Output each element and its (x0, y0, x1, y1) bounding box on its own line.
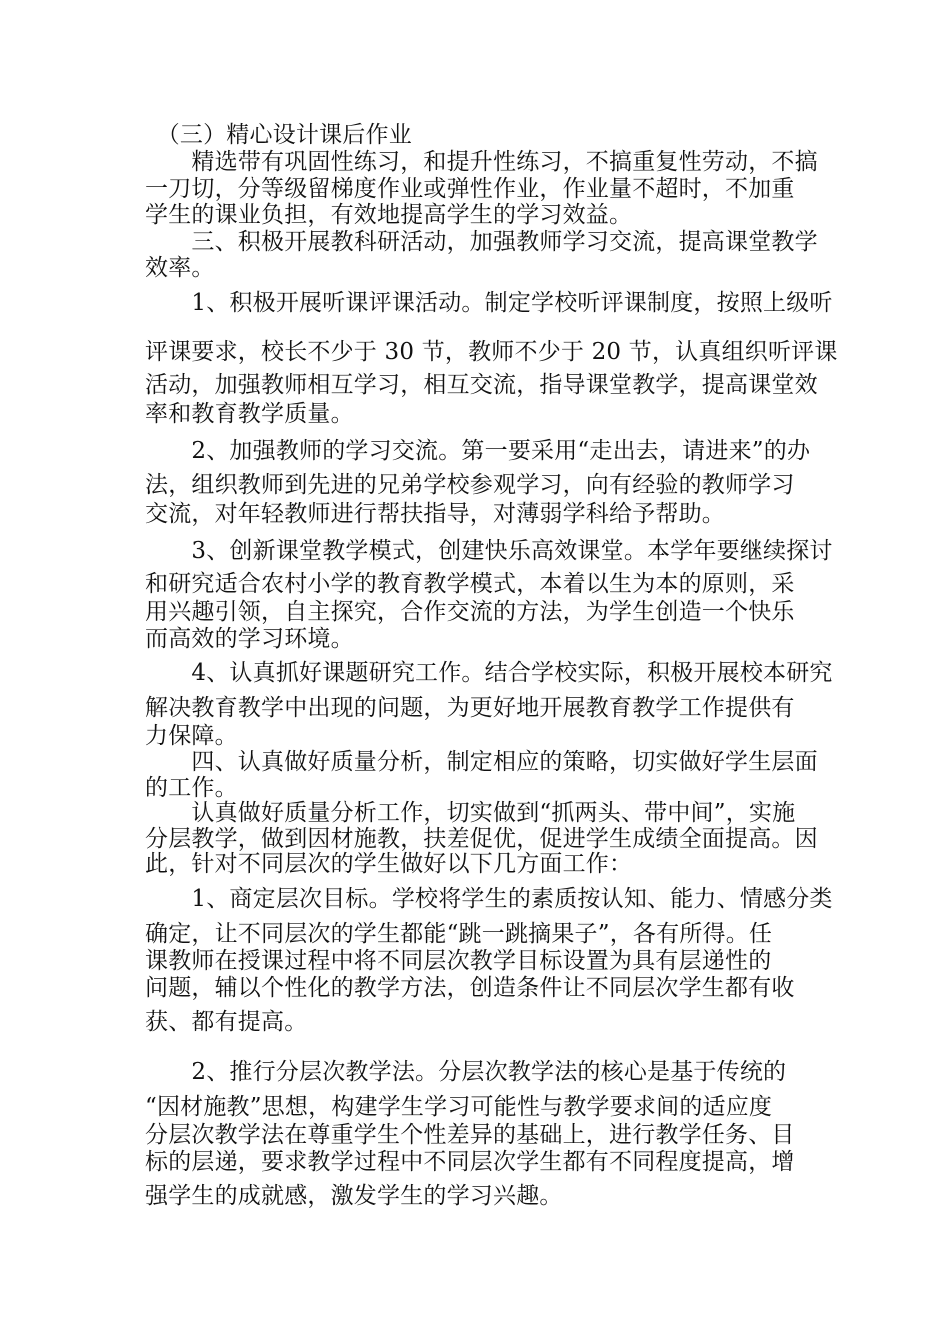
text-line: 标的层递，要求教学过程中不同层次学生都有不同程度提高，增 (145, 1149, 795, 1175)
text-line: 活动，加强教师相互学习，相互交流，指导课堂教学，提高课堂效 (145, 372, 818, 398)
text-line: 1、商定层次目标。学校将学生的素质按认知、能力、情感分类 (145, 886, 833, 912)
text-line: 力保障。 (145, 723, 238, 749)
text-line: 强学生的成就感，激发学生的学习兴趣。 (145, 1183, 563, 1209)
text-line: 学生的课业负担，有效地提高学生的学习效益。 (145, 202, 633, 228)
text-line: 此，针对不同层次的学生做好以下几方面工作： (145, 851, 633, 877)
text-line: 交流，对年轻教师进行帮扶指导，对薄弱学科给予帮助。 (145, 501, 725, 527)
text-line: 获、都有提高。 (145, 1009, 308, 1035)
text-line: （三）精心设计课后作业 (145, 122, 412, 148)
text-line: 一刀切，分等级留梯度作业或弹性作业，作业量不超时，不加重 (145, 176, 795, 202)
text-line: 四、认真做好质量分析，制定相应的策略，切实做好学生层面 (145, 749, 818, 775)
text-line: 认真做好质量分析工作，切实做到“抓两头、带中间”，实施 (145, 800, 796, 826)
text-line: 2、推行分层次教学法。分层次教学法的核心是基于传统的 (145, 1059, 787, 1085)
text-line: 用兴趣引领，自主探究，合作交流的方法，为学生创造一个快乐 (145, 599, 795, 625)
text-line: 精选带有巩固性练习，和提升性练习，不搞重复性劳动，不搞 (145, 149, 818, 175)
text-line: 和研究适合农村小学的教育教学模式，本着以生为本的原则，采 (145, 571, 795, 597)
text-line: 1、积极开展听课评课活动。制定学校听评课制度，按照上级听 (145, 290, 833, 316)
text-line: 4、认真抓好课题研究工作。结合学校实际，积极开展校本研究 (145, 660, 833, 686)
text-line: 课教师在授课过程中将不同层次教学目标设置为具有层递性的 (145, 948, 772, 974)
text-line: 解决教育教学中出现的问题，为更好地开展教育教学工作提供有 (145, 695, 795, 721)
text-line: 2、加强教师的学习交流。第一要采用“走出去，请进来”的办 (145, 438, 811, 464)
text-line: 分层教学，做到因材施教，扶差促优，促进学生成绩全面提高。因 (145, 826, 818, 852)
text-line: “因材施教”思想，构建学生学习可能性与教学要求间的适应度 (145, 1094, 773, 1120)
text-line: 确定，让不同层次的学生都能“跳一跳摘果子”，各有所得。任 (145, 921, 773, 947)
text-line: 而高效的学习环境。 (145, 626, 354, 652)
text-line: 效率。 (145, 255, 215, 281)
text-line: 问题，辅以个性化的教学方法，创造条件让不同层次学生都有收 (145, 975, 795, 1001)
text-line: 法，组织教师到先进的兄弟学校参观学习，向有经验的教师学习 (145, 472, 795, 498)
text-line: 率和教育教学质量。 (145, 401, 354, 427)
text-line: 的工作。 (145, 775, 238, 801)
text-line: 评课要求，校长不少于 30 节，教师不少于 20 节，认真组织听评课 (145, 339, 838, 365)
text-line: 三、积极开展教科研活动，加强教师学习交流，提高课堂教学 (145, 229, 818, 255)
text-line: 3、创新课堂教学模式，创建快乐高效课堂。本学年要继续探讨 (145, 538, 833, 564)
text-line: 分层次教学法在尊重学生个性差异的基础上，进行教学任务、目 (145, 1122, 795, 1148)
